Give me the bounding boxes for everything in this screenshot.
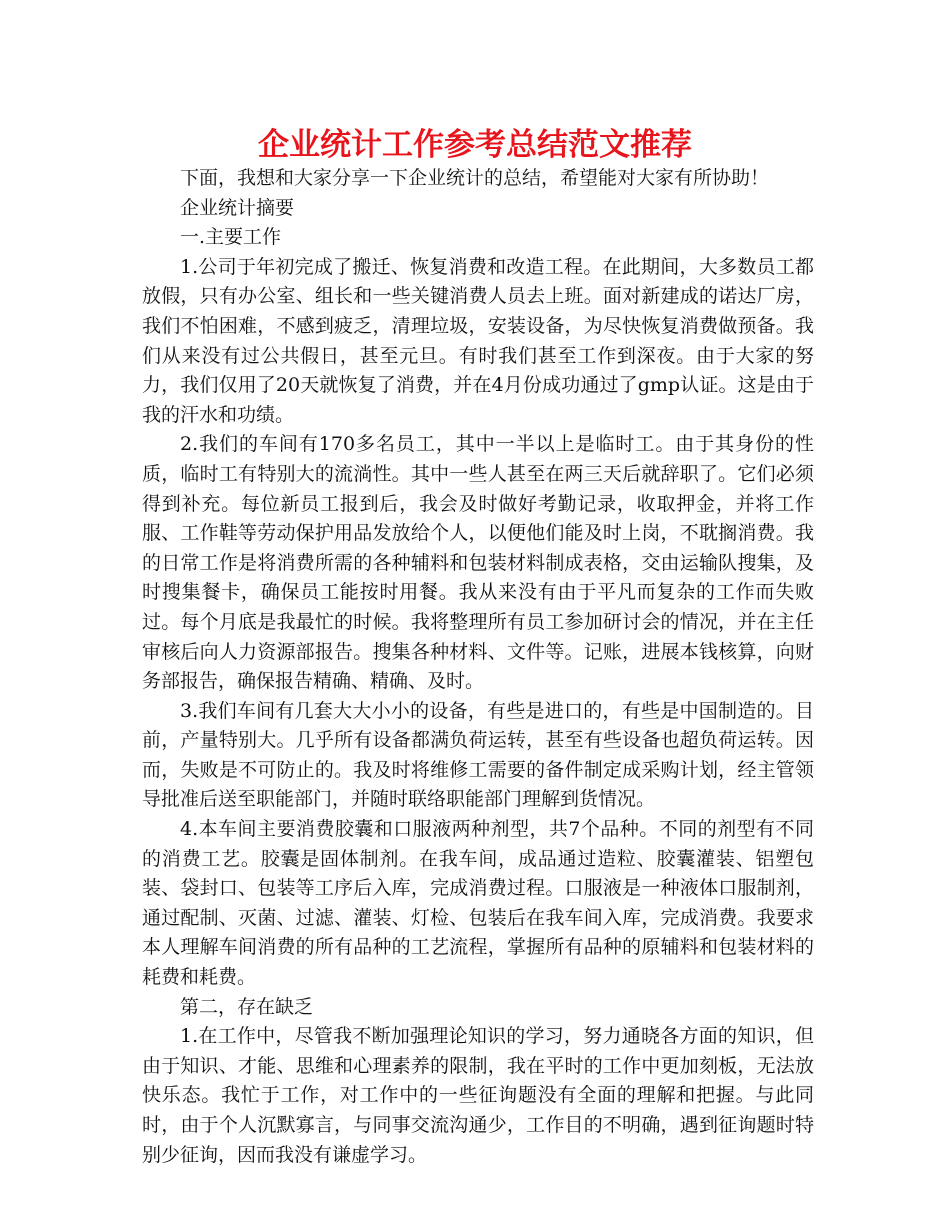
document-title: 企业统计工作参考总结范文推荐	[258, 127, 692, 163]
paragraph-summary-heading: 企业统计摘要	[180, 196, 295, 219]
paragraph-item-1: 1.公司于年初完成了搬迁、恢复消费和改造工程。在此期间，大多数员工都放假，只有办公室、组长和一些关键消费人员去上班。面对新建成的诺达厂房，我们不怕困难，不感到疲乏，清理垃圾，安装设备，为尽快恢复消费做预备。我们从来没有过公共假日，甚至元旦。有时我们甚至工作到深夜。由于大家的努力，我们仅用了20天就恢复了消费，并在4月份成功通过了gmp认证。这是由于我的汗水和功绩。	[142, 255, 814, 426]
section-heading-main-work: 一.主要工作	[180, 226, 282, 249]
paragraph-shortcoming-1: 1.在工作中，尽管我不断加强理论知识的学习，努力通晓各方面的知识，但由于知识、才能、思维和心理素养的限制，我在平时的工作中更加刻板，无法放快乐态。我忙于工作，对工作中的一些征询题没有全面的理解和把握。与此同时，由于个人沉默寡言，与同事交流沟通少，工作目的不明确，遇到征询题时特别少征询，因而我没有谦虚学习。	[142, 1025, 814, 1166]
paragraph-item-4: 4.本车间主要消费胶囊和口服液两种剂型，共7个品种。不同的剂型有不同的消费工艺。胶囊是固体制剂。在我车间，成品通过造粒、胶囊灌装、铝塑包装、袋封口、包装等工序后入库，完成消费过程。口服液是一种液体口服制剂，通过配制、灭菌、过滤、灌装、灯检、包装后在我车间入库，完成消费。我要求本人理解车间消费的所有品种的工艺流程，掌握所有品种的原辅料和包装材料的耗费和耗费。	[142, 818, 814, 989]
section-heading-shortcomings: 第二，存在缺乏	[180, 995, 314, 1018]
paragraph-intro: 下面，我想和大家分享一下企业统计的总结，希望能对大家有所协助！	[180, 167, 770, 189]
paragraph-item-2: 2.我们的车间有170多名员工，其中一半以上是临时工。由于其身份的性质，临时工有特别大的流淌性。其中一些人甚至在两三天后就辞职了。它们必须得到补充。每位新员工报到后，我会及时做好考勤记录，收取押金，并将工作服、工作鞋等劳动保护用品发放给个人，以便他们能及时上岗，不耽搁消费。我的日常工作是将消费所需的各种辅料和包装材料制成表格，交由运输队搜集，及时搜集餐卡，确保员工能按时用餐。我从来没有由于平凡而复杂的工作而失败过。每个月底是我最忙的时候。我将整理所有员工参加研讨会的情况，并在主任审核后向人力资源部报告。搜集各种材料、文件等。记账，进展本钱核算，向财务部报告，确保报告精确、精确、及时。	[142, 433, 814, 693]
document-body	[142, 164, 814, 1170]
paragraph-item-3: 3.我们车间有几套大大小小的设备，有些是进口的，有些是中国制造的。目前，产量特别大。几乎所有设备都满负荷运转，甚至有些设备也超负荷运转。因而，失败是不可防止的。我及时将维修工需要的备件制定成采购计划，经主管领导批准后送至职能部门，并随时联络职能部门理解到货情况。	[142, 699, 814, 811]
